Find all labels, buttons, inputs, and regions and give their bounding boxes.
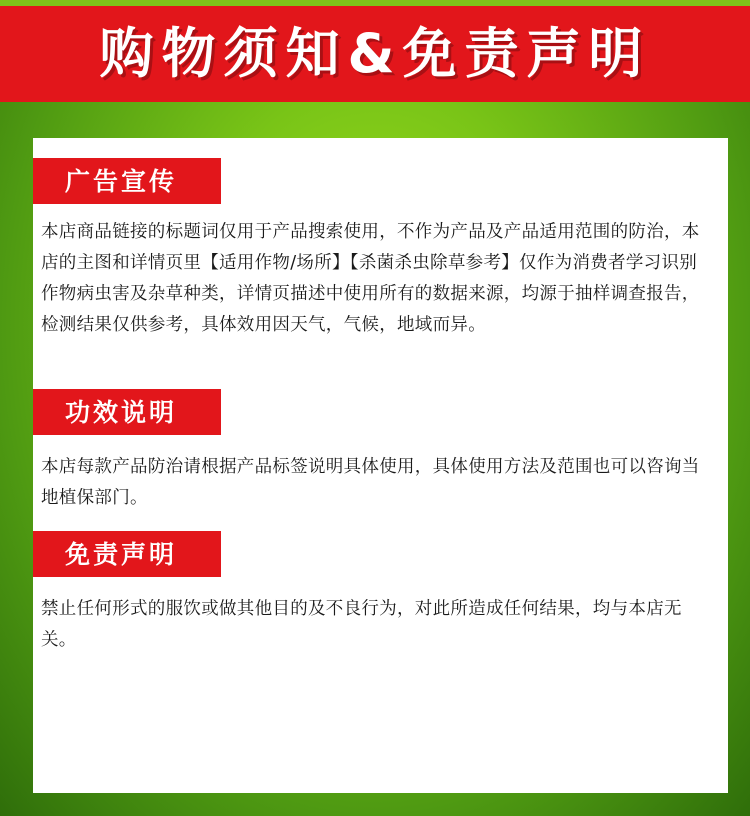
page-title: 购物须知&免责声明 — [99, 22, 651, 85]
section-body-advertising: 本店商品链接的标题词仅用于产品搜索使用，不作为产品及产品适用范围的防治，本店的主图和详情页里【适用作物/场所】【杀菌杀虫除草参考】仅作为消费者学习识别作物病虫害及杂草种类，详情页描述中使用所有的数据来源，均源于抽样调查报告，检测结果仅供参考，具体效用因天气，气候，地域而异。 — [41, 222, 700, 335]
section-header-advertising — [49, 158, 221, 204]
header-banner — [0, 6, 750, 102]
section-header-disclaimer — [49, 531, 221, 577]
notice-panel — [33, 138, 728, 793]
section-title-efficacy: 功效说明 — [65, 397, 178, 427]
section-title-advertising: 广告宣传 — [65, 166, 178, 196]
section-body-disclaimer: 禁止任何形式的服饮或做其他目的及不良行为，对此所造成任何结果，均与本店无关。 — [41, 599, 682, 650]
section-body-efficacy: 本店每款产品防治请根据产品标签说明具体使用，具体使用方法及范围也可以咨询当地植保部门。 — [41, 457, 700, 508]
section-title-disclaimer: 免责声明 — [65, 539, 178, 569]
section-header-efficacy — [49, 389, 221, 435]
